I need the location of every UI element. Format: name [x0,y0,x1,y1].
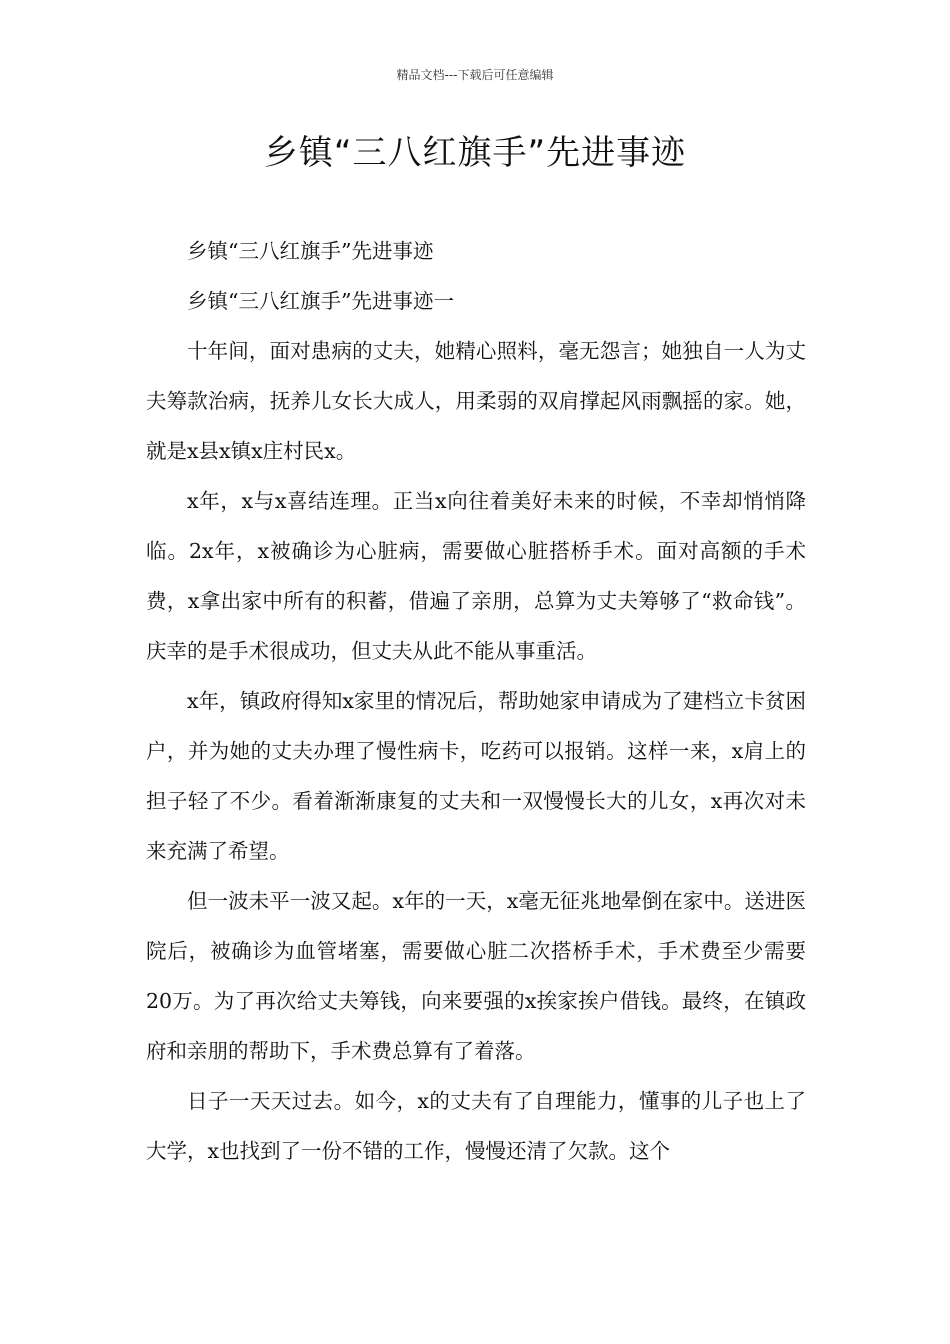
paragraph-subtitle: 乡镇“三八红旗手”先进事迹 [187,239,434,263]
document-body [146,226,806,1176]
document-title: 乡镇“三八红旗手”先进事迹 [263,133,687,173]
header-note: 精品文档---下载后可任意编辑 [396,68,554,82]
paragraph-section-heading: 乡镇“三八红旗手”先进事迹一 [187,289,454,313]
paragraph: x年，镇政府得知x家里的情况后，帮助她家申请成为了建档立卡贫困户，并为她的丈夫办理了慢性病卡，吃药可以报销。这样一来，x肩上的担子轻了不少。看着渐渐康复的丈夫和一双慢慢长大的儿女，x再次对未来充满了希望。 [146,689,806,863]
paragraph: 但一波未平一波又起。x年的一天，x毫无征兆地晕倒在家中。送进医院后，被确诊为血管堵塞，需要做心脏二次搭桥手术，手术费至少需要20万。为了再次给丈夫筹钱，向来要强的x挨家挨户借钱。最终，在镇政府和亲朋的帮助下，手术费总算有了着落。 [146,889,806,1063]
paragraph: x年，x与x喜结连理。正当x向往着美好未来的时候，不幸却悄悄降临。2x年，x被确诊为心脏病，需要做心脏搭桥手术。面对高额的手术费，x拿出家中所有的积蓄，借遍了亲朋，总算为丈夫筹够了“救命钱”。庆幸的是手术很成功，但丈夫从此不能从事重活。 [146,489,806,663]
paragraph: 日子一天天过去。如今，x的丈夫有了自理能力，懂事的儿子也上了大学，x也找到了一份不错的工作，慢慢还清了欠款。这个 [146,1089,806,1163]
paragraph: 十年间，面对患病的丈夫，她精心照料，毫无怨言；她独自一人为丈夫筹款治病，抚养儿女长大成人，用柔弱的双肩撑起风雨飘摇的家。她，就是x县x镇x庄村民x。 [146,339,806,463]
